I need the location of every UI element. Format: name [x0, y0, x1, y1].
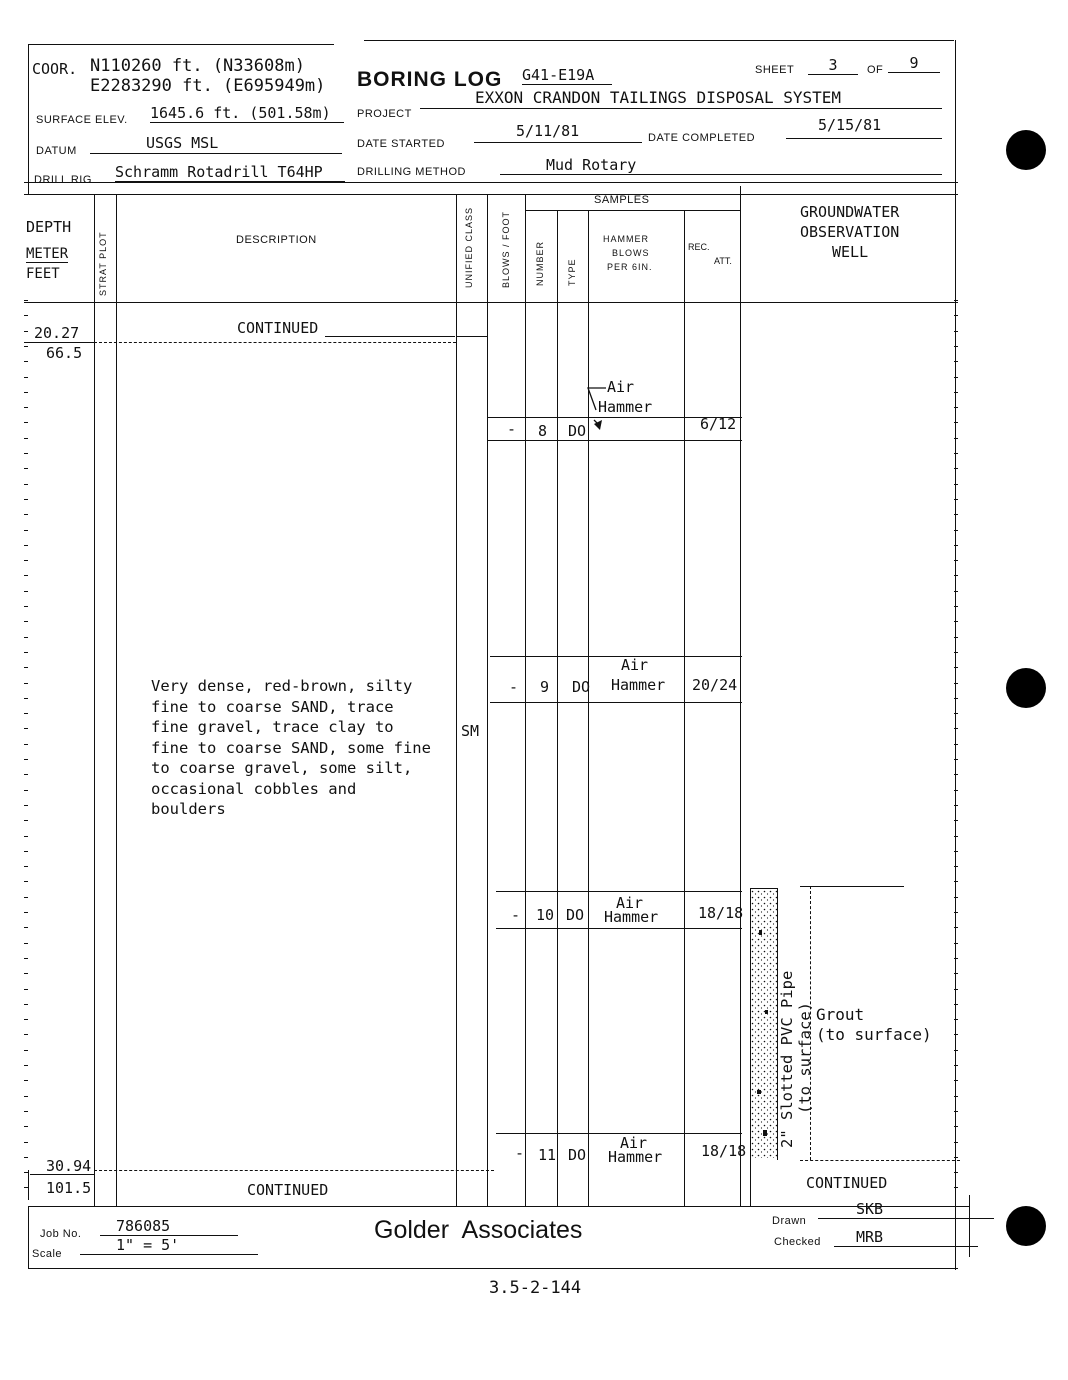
- top-depth-meter: 20.27: [34, 324, 80, 342]
- depth-tick: [24, 683, 28, 684]
- depth-tick: [954, 1157, 958, 1158]
- depth-tick: [24, 499, 28, 500]
- depth-tick: [24, 897, 28, 898]
- depth-tick: [24, 759, 28, 760]
- hammer-header-1: HAMMER: [603, 234, 649, 244]
- continued-top: CONTINUED: [237, 319, 319, 337]
- depth-tick: [24, 407, 28, 408]
- depth-tick: [954, 1065, 958, 1066]
- depth-tick: [24, 1080, 28, 1081]
- depth-tick: [24, 1004, 28, 1005]
- depth-tick: [954, 759, 958, 760]
- sample-hammer-2: Hammer: [611, 676, 666, 694]
- air-annotation: Air: [607, 378, 635, 396]
- depth-tick: [24, 346, 28, 347]
- bottom-depth-meter: 30.94: [46, 1157, 92, 1175]
- depth-tick: [24, 545, 28, 546]
- datum-value: USGS MSL: [146, 134, 219, 152]
- sample-type: DO: [572, 678, 591, 696]
- depth-tick: [24, 331, 28, 332]
- well-pipe-label-2: (to surface): [796, 1002, 814, 1114]
- sample-hammer-1: Air: [620, 1134, 648, 1152]
- datum-label: DATUM: [36, 145, 77, 157]
- depth-tick: [954, 790, 958, 791]
- depth-tick: [954, 606, 958, 607]
- sample-rec: 18/18: [698, 904, 744, 922]
- description-line: fine to coarse SAND, trace: [151, 697, 394, 716]
- number-header: NUMBER: [535, 240, 545, 286]
- depth-header: DEPTH: [26, 218, 72, 236]
- continued-well: CONTINUED: [806, 1174, 888, 1192]
- depth-tick: [954, 713, 958, 714]
- soil-description: [151, 676, 431, 820]
- groundwater-header-1: GROUNDWATER: [800, 203, 900, 221]
- depth-tick: [954, 545, 958, 546]
- sample-blows: -: [511, 906, 521, 924]
- depth-tick: [24, 377, 28, 378]
- depth-tick: [24, 560, 28, 561]
- unified-class-header: UNIFIED CLASS: [464, 206, 474, 288]
- drilling-method-value: Mud Rotary: [546, 156, 637, 174]
- drilling-method-label: DRILLING METHOD: [357, 166, 466, 178]
- depth-tick: [24, 392, 28, 393]
- depth-tick: [954, 652, 958, 653]
- depth-tick: [24, 866, 28, 867]
- continued-bottom: CONTINUED: [247, 1181, 329, 1199]
- sample-hammer-1: Air: [621, 656, 649, 674]
- depth-tick: [24, 713, 28, 714]
- depth-tick: [24, 728, 28, 729]
- description-line: Very dense, red-brown, silty: [151, 677, 413, 695]
- depth-tick: [24, 790, 28, 791]
- depth-tick: [954, 499, 958, 500]
- depth-tick: [24, 1142, 28, 1143]
- bottom-depth-feet: 101.5: [46, 1179, 92, 1197]
- project-label: PROJECT: [357, 108, 412, 120]
- depth-tick: [24, 300, 28, 301]
- depth-tick: [954, 1019, 958, 1020]
- sheet-label: SHEET: [755, 64, 795, 76]
- depth-tick: [24, 744, 28, 745]
- company-name: Golder Associates: [374, 1216, 583, 1244]
- depth-tick: [24, 989, 28, 990]
- sample-type: DO: [568, 422, 587, 440]
- depth-tick: [954, 514, 958, 515]
- depth-tick: [954, 1172, 958, 1173]
- depth-tick: [954, 591, 958, 592]
- scale-label: Scale: [32, 1248, 63, 1260]
- surface-elev-label: SURFACE ELEV.: [36, 114, 128, 126]
- depth-tick: [24, 1034, 28, 1035]
- top-depth-feet: 66.5: [46, 344, 83, 362]
- rec-header: REC.: [688, 242, 710, 252]
- depth-tick: [24, 1050, 28, 1051]
- depth-tick: [24, 1126, 28, 1127]
- depth-tick: [24, 530, 28, 531]
- sample-blows: -: [515, 1144, 525, 1162]
- depth-tick: [954, 989, 958, 990]
- depth-tick: [954, 866, 958, 867]
- sheet-total: 9: [888, 54, 940, 73]
- drawn-label: Drawn: [772, 1215, 807, 1227]
- hammer-annotation: Hammer: [598, 398, 653, 416]
- depth-tick: [954, 927, 958, 928]
- depth-tick: [24, 438, 28, 439]
- depth-tick: [24, 1157, 28, 1158]
- depth-tick: [24, 667, 28, 668]
- sample-rec: 20/24: [692, 676, 738, 694]
- sample-number: 9: [540, 678, 550, 696]
- depth-tick: [954, 1004, 958, 1005]
- sheet-number: 3: [808, 56, 858, 75]
- coord-east: E2283290 ft. (E695949m): [90, 76, 326, 96]
- sample-hammer-2: Hammer: [604, 908, 659, 926]
- depth-tick: [24, 422, 28, 423]
- depth-tick: [24, 836, 28, 837]
- depth-tick: [24, 927, 28, 928]
- depth-tick: [954, 881, 958, 882]
- depth-tick: [24, 1096, 28, 1097]
- depth-tick: [954, 346, 958, 347]
- strat-plot-header: STRAT PLOT: [98, 231, 108, 296]
- surface-elev-value: 1645.6 ft. (501.58m): [150, 104, 344, 123]
- grout-fill: [751, 890, 777, 1158]
- depth-tick: [954, 1034, 958, 1035]
- depth-tick: [24, 575, 28, 576]
- coord-north: N110260 ft. (N33608m): [90, 56, 305, 76]
- depth-tick: [954, 683, 958, 684]
- punch-hole-bottom: [1006, 1206, 1046, 1246]
- type-header: TYPE: [567, 258, 577, 286]
- job-number: 786085: [100, 1217, 238, 1236]
- date-started-value: 5/11/81: [516, 122, 580, 140]
- depth-tick: [24, 637, 28, 638]
- punch-hole-top: [1006, 130, 1046, 170]
- depth-tick: [954, 560, 958, 561]
- depth-tick: [954, 315, 958, 316]
- depth-tick: [954, 973, 958, 974]
- boring-id: G41-E19A: [522, 66, 612, 85]
- grout-label-2: (to surface): [816, 1025, 932, 1044]
- depth-tick: [954, 774, 958, 775]
- sample-blows: -: [507, 420, 517, 438]
- depth-tick: [954, 300, 958, 301]
- depth-tick: [954, 912, 958, 913]
- depth-tick: [954, 575, 958, 576]
- checked-label: Checked: [774, 1236, 821, 1248]
- depth-tick: [954, 453, 958, 454]
- date-completed-value: 5/15/81: [818, 116, 882, 134]
- job-label: Job No.: [40, 1228, 82, 1240]
- depth-tick: [954, 1142, 958, 1143]
- depth-tick: [954, 621, 958, 622]
- scale-value: 1" = 5': [80, 1236, 258, 1255]
- depth-tick: [24, 851, 28, 852]
- depth-tick: [24, 881, 28, 882]
- samples-header: SAMPLES: [594, 194, 650, 206]
- drill-rig-value: Schramm Rotadrill T64HP: [115, 163, 345, 182]
- boring-log-title: BORING LOG: [357, 68, 503, 91]
- depth-tick: [954, 484, 958, 485]
- date-completed-label: DATE COMPLETED: [648, 132, 756, 144]
- depth-tick: [954, 1050, 958, 1051]
- depth-tick: [24, 484, 28, 485]
- drill-rig-label: DRILL RIG: [34, 174, 92, 186]
- of-label: OF: [867, 64, 884, 76]
- hammer-header-3: PER 6IN.: [607, 262, 653, 272]
- sample-type: DO: [568, 1146, 587, 1164]
- sample-rec: 18/18: [701, 1142, 747, 1160]
- feet-header: FEET: [26, 266, 60, 282]
- sample-type: DO: [566, 906, 585, 924]
- depth-tick: [24, 514, 28, 515]
- depth-tick: [954, 744, 958, 745]
- sample-number: 10: [536, 906, 555, 924]
- depth-tick: [954, 805, 958, 806]
- sample-hammer-1: Air: [616, 894, 644, 912]
- depth-tick: [954, 422, 958, 423]
- depth-tick: [24, 912, 28, 913]
- depth-tick: [954, 438, 958, 439]
- depth-tick: [954, 392, 958, 393]
- well-pipe-label-1: 2" Slotted PVC Pipe: [778, 970, 796, 1148]
- sample-hammer-2: Hammer: [608, 1148, 663, 1166]
- depth-tick: [954, 1096, 958, 1097]
- depth-tick: [954, 897, 958, 898]
- depth-tick: [24, 1111, 28, 1112]
- description-line: fine gravel, trace clay to: [151, 718, 394, 736]
- description-line: occasional cobbles and: [151, 779, 357, 798]
- sample-number: 8: [538, 422, 548, 440]
- depth-tick: [24, 468, 28, 469]
- hammer-header-2: BLOWS: [612, 248, 650, 258]
- depth-tick: [954, 1080, 958, 1081]
- depth-tick: [954, 836, 958, 837]
- drawn-value: SKB: [818, 1200, 994, 1219]
- att-header: ATT.: [714, 256, 732, 266]
- groundwater-header-3: WELL: [832, 243, 869, 261]
- description-line: boulders: [151, 800, 226, 818]
- depth-tick: [24, 621, 28, 622]
- depth-tick: [954, 958, 958, 959]
- depth-tick: [954, 377, 958, 378]
- page-number: 3.5-2-144: [489, 1278, 582, 1298]
- depth-tick: [24, 698, 28, 699]
- depth-tick: [24, 606, 28, 607]
- depth-tick: [954, 728, 958, 729]
- project-value: EXXON CRANDON TAILINGS DISPOSAL SYSTEM: [475, 88, 842, 107]
- depth-tick: [954, 851, 958, 852]
- sample-rec: 6/12: [700, 415, 737, 433]
- depth-tick: [24, 591, 28, 592]
- depth-tick: [954, 943, 958, 944]
- groundwater-header-2: OBSERVATION: [800, 223, 900, 241]
- depth-tick: [24, 361, 28, 362]
- depth-tick: [24, 774, 28, 775]
- description-line: to coarse gravel, some silt,: [151, 759, 413, 777]
- punch-hole-middle: [1006, 668, 1046, 708]
- depth-tick: [24, 973, 28, 974]
- depth-tick: [954, 667, 958, 668]
- description-header: DESCRIPTION: [236, 234, 317, 246]
- depth-tick: [954, 468, 958, 469]
- depth-tick: [24, 820, 28, 821]
- unified-class-value: SM: [461, 722, 480, 740]
- depth-tick: [954, 1187, 958, 1188]
- depth-tick: [24, 1019, 28, 1020]
- blows-foot-header: BLOWS / FOOT: [501, 210, 511, 288]
- depth-tick: [954, 1126, 958, 1127]
- meter-header: METER: [26, 246, 69, 262]
- sample-number: 11: [538, 1146, 557, 1164]
- depth-tick: [954, 361, 958, 362]
- depth-tick: [954, 530, 958, 531]
- sample-blows: -: [509, 678, 519, 696]
- depth-tick: [954, 698, 958, 699]
- grout-label-1: Grout: [816, 1005, 865, 1024]
- depth-tick: [954, 1111, 958, 1112]
- depth-tick: [954, 407, 958, 408]
- depth-tick: [24, 315, 28, 316]
- depth-tick: [954, 820, 958, 821]
- depth-tick: [24, 453, 28, 454]
- coord-label: COOR.: [32, 60, 78, 78]
- depth-tick: [954, 637, 958, 638]
- depth-tick: [24, 805, 28, 806]
- description-line: fine to coarse SAND, some fine: [151, 738, 431, 757]
- depth-tick: [24, 652, 28, 653]
- depth-tick: [24, 1065, 28, 1066]
- depth-tick: [24, 958, 28, 959]
- depth-tick: [954, 331, 958, 332]
- date-started-label: DATE STARTED: [357, 138, 445, 150]
- checked-value: MRB: [834, 1228, 978, 1247]
- depth-tick: [24, 943, 28, 944]
